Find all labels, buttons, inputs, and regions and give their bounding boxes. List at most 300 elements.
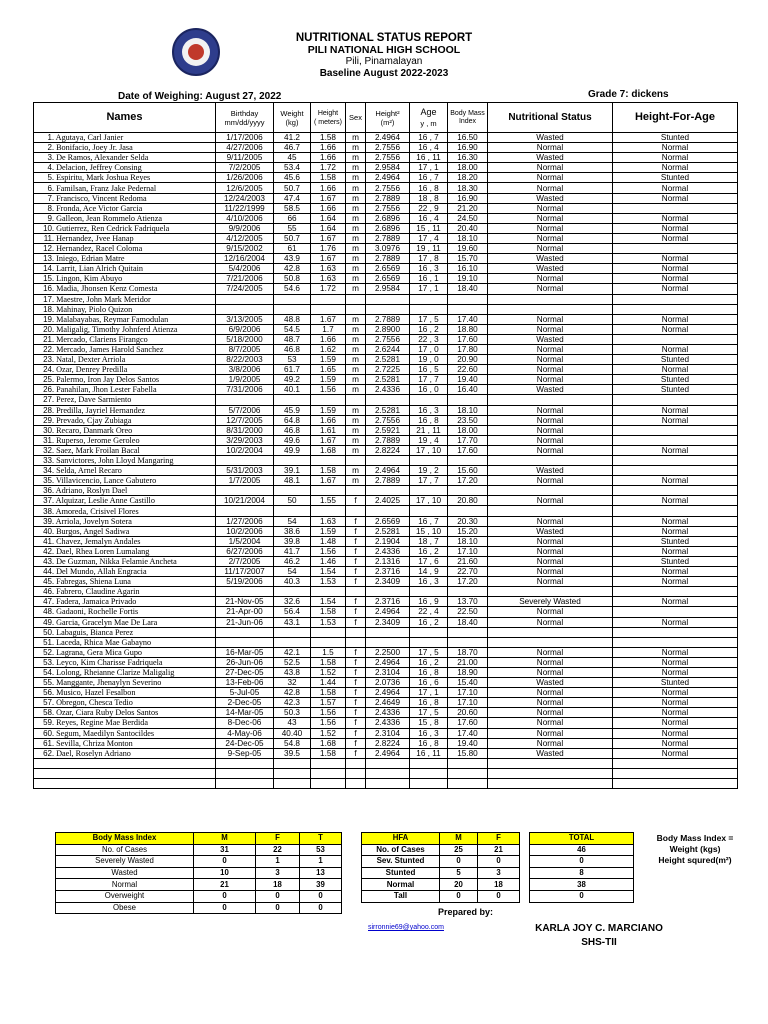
cell-ns: Normal [488,163,613,173]
nutrition-table [33,102,738,789]
table-row [34,375,738,385]
cell-bmi: 15.70 [448,254,488,264]
gap [520,833,530,845]
row-number: 12 [43,244,52,254]
cell-bmi: 21.20 [448,203,488,213]
cell-h2: 2.3104 [366,728,410,738]
table-row [34,425,738,435]
cell-hfa: Normal [613,223,738,233]
cell-bd: 11/22/1999 [216,203,274,213]
row-number: 19 [43,314,52,324]
cell-age: 16 , 5 [410,365,448,375]
table-row [34,233,738,243]
cell-h2: 2.0736 [366,678,410,688]
cell-age: 17 , 7 [410,375,448,385]
cell-hfa: Stunted [613,556,738,566]
cell-h2: 2.8224 [366,445,410,455]
cell-s [346,587,366,597]
bmi-t: 53 [300,844,342,856]
cell-w [274,587,311,597]
cell-bmi: 19.40 [448,375,488,385]
cell-s: m [346,365,366,375]
cell-h: 1.53 [311,617,346,627]
row-number: 53 [43,657,52,667]
cell-ns: Normal [488,607,613,617]
cell-age: 16 , 1 [410,274,448,284]
cell-s: f [346,718,366,728]
cell-ns [488,587,613,597]
cell-bd: 7/2/2005 [216,163,274,173]
row-number: 16 [43,284,52,294]
cell-hfa [613,627,738,637]
cell-ns: Normal [488,344,613,354]
cell-h: 1.67 [311,476,346,486]
cell-w: 43.8 [274,667,311,677]
cell-h: 1.59 [311,405,346,415]
cell-age: 16 , 9 [410,597,448,607]
cell-age: 14 , 9 [410,567,448,577]
student-name: Ozar, Denrey Predilla [56,365,128,375]
cell-age: 21 , 11 [410,425,448,435]
cell-s: m [346,264,366,274]
cell-age [410,395,448,405]
cell-hfa: Normal [613,264,738,274]
cell-name: 19. Malabayabas, Reymar Famodulan [34,314,216,324]
cell-w: 39.1 [274,466,311,476]
cell-h2: 2.7556 [366,143,410,153]
cell-bmi: 24.50 [448,213,488,223]
cell-bmi: 18.10 [448,405,488,415]
summary-row [56,844,634,856]
table-row [34,213,738,223]
student-name: Hernandez, Racel Coloma [56,244,143,254]
cell-name: 59. Reyes, Regine Mae Berdida [34,718,216,728]
cell-h2: 2.4336 [366,718,410,728]
cell-s [346,456,366,466]
cell-w [274,627,311,637]
table-row [34,698,738,708]
row-number: 59 [43,718,52,728]
cell-age: 17 , 5 [410,647,448,657]
report-header [0,32,768,80]
cell-ns: Wasted [488,133,613,143]
row-number: 27 [43,395,52,405]
cell-ns [488,304,613,314]
cell-h2: 2.3409 [366,617,410,627]
cell-hfa: Normal [613,647,738,657]
cell-h: 1.56 [311,385,346,395]
cell-hfa: Normal [613,344,738,354]
cell-bd: 5/31/2003 [216,466,274,476]
cell-bd: 6/27/2006 [216,546,274,556]
cell-bmi: 21.60 [448,556,488,566]
cell-w [274,294,311,304]
row-number: 37 [43,496,52,506]
row-number: 28 [43,405,52,415]
row-number: 31 [43,435,52,445]
cell-w: 54.5 [274,324,311,334]
cell-s: f [346,678,366,688]
cell-bmi [448,486,488,496]
cell-bd: 24-Dec-05 [216,738,274,748]
cell-ns: Wasted [488,153,613,163]
cell-age: 16 , 3 [410,264,448,274]
table-row [34,667,738,677]
student-name: Delacion, Jeffrey Consing [56,163,142,173]
cell-ns: Wasted [488,748,613,758]
cell-w: 46.8 [274,344,311,354]
cell-s: m [346,466,366,476]
cell-age: 16 , 4 [410,143,448,153]
bmi-formula-line1: Body Mass Index = [656,833,734,843]
table-row [34,516,738,526]
hfa-label: Tall [362,890,440,902]
cell-name: 33. Sanvictores, John Lloyd Mangaring [34,456,216,466]
cell-bd: 16-Mar-05 [216,647,274,657]
cell-ns: Wasted [488,385,613,395]
row-number: 57 [43,698,52,708]
cell-ns: Wasted [488,193,613,203]
cell-w: 32.6 [274,597,311,607]
cell-s: f [346,688,366,698]
cell-bmi: 17.20 [448,577,488,587]
student-name: Lingon, Kim Abuyo [56,274,123,284]
cell-age: 16 , 0 [410,385,448,395]
cell-s: f [346,556,366,566]
cell-w: 38.6 [274,526,311,536]
cell-ns: Normal [488,213,613,223]
cell-h: 1.61 [311,425,346,435]
cell-h: 1.67 [311,193,346,203]
cell-bd: 13-Feb-06 [216,678,274,688]
cell-bd [216,456,274,466]
cell-hfa: Stunted [613,385,738,395]
col-sex: Sex [346,103,366,133]
cell-w: 54 [274,516,311,526]
cell-hfa [613,435,738,445]
col-bmi: Body Mass Index [448,103,488,133]
student-name: Gadaoni, Rochelle Fortis [56,607,139,617]
summary-row [56,856,634,868]
cell-ns: Normal [488,647,613,657]
cell-bd: 12/16/2004 [216,254,274,264]
table-row [34,193,738,203]
cell-bd: 12/6/2005 [216,183,274,193]
cell-h: 1.72 [311,163,346,173]
row-number: 14 [43,264,52,274]
cell-s: m [346,445,366,455]
cell-name: 58. Ozar, Ciara Ruby Delos Santos [34,708,216,718]
cell-bd: 5/18/2000 [216,334,274,344]
cell-bd: 12/7/2005 [216,415,274,425]
cell-s: m [346,233,366,243]
table-row [34,274,738,284]
cell-h2: 2.6896 [366,223,410,233]
cell-s: m [346,254,366,264]
student-name: Madia, Jhonsen Kenz Comesta [56,284,158,294]
cell-w [274,304,311,314]
cell-bmi: 16.40 [448,385,488,395]
gap [362,902,634,914]
cell-h2: 2.5281 [366,526,410,536]
cell-age [410,587,448,597]
cell-age [410,627,448,637]
cell-h: 1.67 [311,314,346,324]
cell-w: 50 [274,496,311,506]
cell-s: m [346,203,366,213]
student-name: Saez, Mark Froilan Bacal [56,445,140,455]
cell-bd: 5/19/2006 [216,577,274,587]
bmi-formula-line2: Weight (kgs) [669,844,721,854]
cell-hfa: Normal [613,496,738,506]
row-number: 18 [43,304,52,314]
cell-name: 56. Musico, Hazel Fesalbon [34,688,216,698]
row-number: 43 [43,556,52,566]
row-number: 54 [43,668,52,678]
cell-name: 2. Bonifacio, Joey Jr. Jasa [34,143,216,153]
date-of-weighing: Date of Weighing: August 27, 2022 [118,91,282,102]
cell-ns: Normal [488,536,613,546]
cell-h: 1.56 [311,718,346,728]
cell-s: m [346,334,366,344]
cell-hfa: Normal [613,365,738,375]
hfa-f: 18 [478,879,520,891]
cell-h: 1.55 [311,496,346,506]
cell-age: 16 , 8 [410,667,448,677]
table-row [34,577,738,587]
cell-name: 24. Ozar, Denrey Predilla [34,365,216,375]
hfa-total: 46 [530,844,634,856]
cell-age: 19 , 11 [410,244,448,254]
cell-bmi: 17.60 [448,718,488,728]
cell-hfa: Normal [613,324,738,334]
cell-bmi [448,456,488,466]
cell-h2: 2.5281 [366,355,410,365]
hfa-total: 8 [530,867,634,879]
cell-hfa: Normal [613,143,738,153]
cell-bmi: 18.10 [448,536,488,546]
student-name: Larrit, Lian Alrich Quitain [56,264,143,274]
row-number: 52 [43,647,52,657]
cell-bd [216,395,274,405]
cell-ns: Normal [488,476,613,486]
cell-bd: 10/21/2004 [216,496,274,506]
cell-h2: 2.5921 [366,425,410,435]
cell-name: 28. Predilla, Jayriel Hernandez [34,405,216,415]
cell-age [410,304,448,314]
blank-row [34,768,738,778]
cell-age: 16 , 2 [410,617,448,627]
cell-bd: 12/24/2003 [216,193,274,203]
bmi-f: 18 [256,879,300,891]
cell-w: 50.7 [274,233,311,243]
cell-age: 17 , 6 [410,556,448,566]
cell-hfa: Normal [613,667,738,677]
gap [342,867,362,879]
cell-bd: 8/7/2005 [216,344,274,354]
signatory-position: SHS-TII [581,937,617,948]
cell-ns: Normal [488,244,613,254]
cell-s: f [346,577,366,587]
cell-hfa [613,456,738,466]
cell-ns: Normal [488,143,613,153]
cell-w: 45.9 [274,405,311,415]
cell-hfa [613,466,738,476]
cell-h: 1.66 [311,143,346,153]
cell-s: m [346,314,366,324]
cell-w [274,506,311,516]
cell-name: 36. Adriano, Roslyn Dael [34,486,216,496]
cell-bmi [448,506,488,516]
cell-s: m [346,223,366,233]
bmi-t: 13 [300,867,342,879]
table-row [34,344,738,354]
table-row [34,183,738,193]
cell-ns: Normal [488,728,613,738]
row-number: 26 [43,385,52,395]
gap [342,856,362,868]
cell-bmi [448,294,488,304]
cell-s: m [346,425,366,435]
cell-h2 [366,506,410,516]
cell-s: m [346,385,366,395]
row-number: 17 [43,294,52,304]
cell-bmi: 20.90 [448,355,488,365]
cell-w: 42.8 [274,688,311,698]
cell-h2 [366,294,410,304]
cell-bmi: 16.90 [448,143,488,153]
cell-age: 17 , 10 [410,445,448,455]
student-name: Gutierrez, Ren Cedrick Fadriquela [56,223,170,233]
col-age [410,103,448,133]
row-number: 6 [47,183,52,193]
cell-h2: 2.4964 [366,133,410,143]
cell-h: 1.46 [311,556,346,566]
student-name: Dael, Roselyn Adriano [56,748,131,758]
cell-w [274,395,311,405]
cell-s [346,627,366,637]
cell-h: 1.56 [311,546,346,556]
school-name: PILI NATIONAL HIGH SCHOOL [307,44,461,56]
table-row [34,294,738,304]
cell-h: 1.59 [311,526,346,536]
cell-h2: 2.7225 [366,365,410,375]
cell-bd [216,304,274,314]
bmi-t: 0 [300,902,342,914]
cell-hfa [613,587,738,597]
cell-age: 16 , 8 [410,183,448,193]
cell-h2: 2.4649 [366,698,410,708]
student-name: Panahilan, Jhon Lester Fabella [56,385,157,395]
cell-name: 53. Leyco, Kim Charisse Fadriquela [34,657,216,667]
cell-h2: 3.0976 [366,244,410,254]
cell-h: 1.58 [311,688,346,698]
cell-h2: 2.6896 [366,213,410,223]
cell-h2: 2.3104 [366,667,410,677]
col-height-unit: ( meters) [314,118,342,126]
cell-name: 21. Mercado, Clariens Firangco [34,334,216,344]
cell-h: 1.53 [311,577,346,587]
gap [520,844,530,856]
cell-hfa: Normal [613,617,738,627]
student-name: Francisco, Vincent Redoma [56,193,147,203]
cell-hfa: Normal [613,516,738,526]
student-name: Laceda, Rhica Mae Gabayno [56,637,152,647]
cell-age: 18 , 7 [410,536,448,546]
cell-w: 61 [274,244,311,254]
row-number: 51 [43,637,52,647]
row-number: 24 [43,365,52,375]
student-name: Lagrana, Gera Mica Gupo [56,647,143,657]
cell-hfa: Stunted [613,536,738,546]
table-row [34,223,738,233]
table-row [34,556,738,566]
cell-ns: Normal [488,708,613,718]
cell-hfa [613,334,738,344]
gap [520,890,530,902]
row-number: 2 [47,143,52,153]
cell-hfa: Normal [613,708,738,718]
table-row [34,607,738,617]
cell-bd [216,486,274,496]
hfa-m: 20 [440,879,478,891]
cell-bmi: 15.60 [448,466,488,476]
table-row [34,173,738,183]
cell-w: 41.7 [274,546,311,556]
cell-h2: 2.5281 [366,375,410,385]
bmi-t: 1 [300,856,342,868]
table-row [34,627,738,637]
cell-s: m [346,143,366,153]
cell-age [410,506,448,516]
row-number: 23 [43,355,52,365]
row-number: 39 [43,516,52,526]
cell-w: 47.4 [274,193,311,203]
cell-name: 9. Galleon, Jean Rommelo Atienza [34,213,216,223]
cell-bd: 1/17/2006 [216,133,274,143]
cell-hfa: Stunted [613,133,738,143]
cell-bmi: 20.30 [448,516,488,526]
cell-h2 [366,486,410,496]
cell-name: 3. De Ramos, Alexander Selda [34,153,216,163]
cell-ns: Normal [488,375,613,385]
cell-bd: 10/2/2004 [216,445,274,455]
cell-bmi: 18.70 [448,647,488,657]
cell-ns: Normal [488,516,613,526]
bmi-formula [640,833,750,866]
cell-h2: 2.7556 [366,334,410,344]
row-number: 1 [47,133,52,143]
hfa-total: 0 [530,856,634,868]
cell-bmi: 21.00 [448,657,488,667]
email-link[interactable]: sirronnie69@yahoo.com [368,924,444,931]
cell-hfa: Normal [613,748,738,758]
cell-bd: 5-Jul-05 [216,688,274,698]
cell-name: 39. Arriola, Jovelyn Sotera [34,516,216,526]
cell-w: 54 [274,567,311,577]
cell-bmi: 16.90 [448,193,488,203]
row-number: 40 [43,526,52,536]
cell-bd: 27-Dec-05 [216,667,274,677]
cell-hfa [613,637,738,647]
cell-hfa: Normal [613,445,738,455]
gap [342,833,362,845]
row-number: 25 [43,375,52,385]
cell-hfa: Normal [613,526,738,536]
cell-hfa [613,304,738,314]
table-row [34,435,738,445]
cell-s: f [346,496,366,506]
